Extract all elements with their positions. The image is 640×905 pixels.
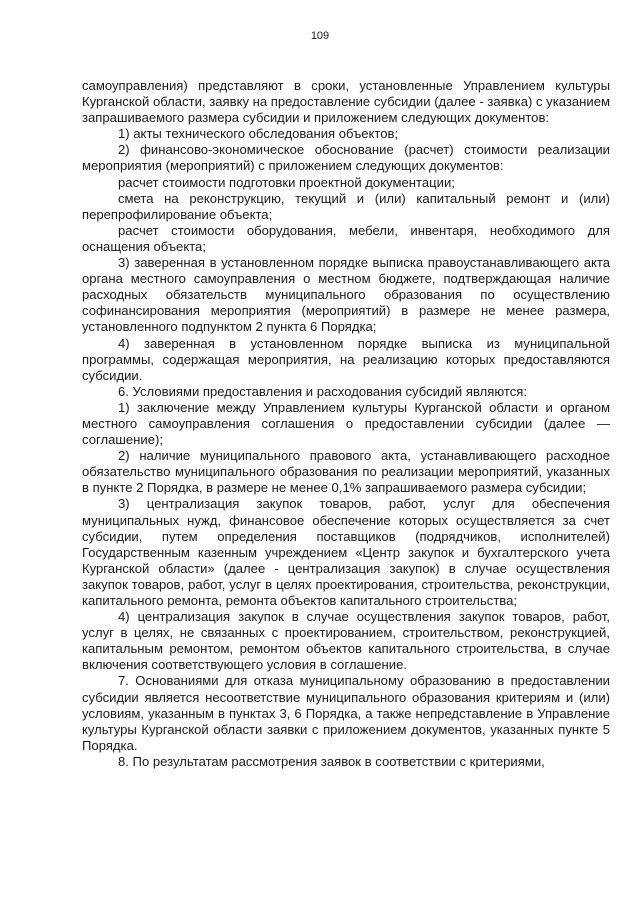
paragraph-clause-7-refusal: 7. Основаниями для отказа муниципальному образованию в предоставлении субсидии является несоответствие муниципального образования критериям и (или) условиям, указанным в пунктах 3, 6 Порядка, а также непредставление в Управление культуры Курганской области заявки с приложением документов, указанных пункте 5 Порядка. xyxy=(82,673,610,753)
paragraph-condition-4-centralization: 4) централизация закупок в случае осуществления закупок товаров, работ, услуг в целях, не связанных с проектированием, строительством, реконструкцией, капитальным ремонтом, ремонтом объектов капитального строительства, в случае включения соответствующего условия в соглашение. xyxy=(82,609,610,673)
paragraph-item-3-budget-extract: 3) заверенная в установленном порядке выписка правоустанавливающего акта органа местного самоуправления о местном бюджете, подтверждающая наличие расходных обязательств муниципального образования по осуществлению софинансирования мероприятия (мероприятий) в размере не менее размера, установленного подпунктом 2 пункта 6 Порядка; xyxy=(82,255,610,335)
paragraph-condition-2-legal-act: 2) наличие муниципального правового акта, устанавливающего расходное обязательство муниципального образования по реализации мероприятий, указанных в пункте 2 Порядка, в размере не менее 0,1% запрашиваемого размера субсидии; xyxy=(82,448,610,496)
paragraph-design-cost: расчет стоимости подготовки проектной документации; xyxy=(118,174,455,190)
document-body xyxy=(82,78,610,770)
paragraph-condition-1-agreement: 1) заключение между Управлением культуры Курганской области и органом местного самоуправления соглашения о предоставлении субсидии (далее — соглашение); xyxy=(82,399,610,448)
paragraph-item-1-inspection-acts: 1) акты технического обследования объектов; xyxy=(118,126,399,142)
paragraph-clause-8-results: 8. По результатам рассмотрения заявок в соответствии с критериями, xyxy=(118,753,545,769)
paragraph-clause-6-conditions: 6. Условиями предоставления и расходования субсидий являются: xyxy=(118,383,527,399)
paragraph-intro-continuation: самоуправления) представляют в сроки, установленные Управлением культуры Курганской области, заявку на предоставление субсидии (далее - заявка) с указанием запрашиваемого размера субсидии и приложением следующих документов: xyxy=(82,78,610,126)
paragraph-item-2-financial-justification: 2) финансово-экономическое обоснование (расчет) стоимости реализации мероприятия (мероприятий) с приложением следующих документов: xyxy=(82,142,610,174)
paragraph-estimate: смета на реконструкцию, текущий и (или) капитальный ремонт и (или) перепрофилирование объекта; xyxy=(82,190,610,222)
paragraph-item-4-program-extract: 4) заверенная в установленном порядке выписка из муниципальной программы, содержащая мероприятия, на реализацию которых предоставляются субсидии. xyxy=(82,335,610,383)
paragraph-equipment-cost: расчет стоимости оборудования, мебели, инвентаря, необходимого для оснащения объекта; xyxy=(82,222,610,254)
paragraph-condition-3-centralization: 3) централизация закупок товаров, работ, услуг для обеспечения муниципальных нужд, финансовое обеспечение которых осуществляется за счет субсидии, путем определения поставщиков (подрядчиков, исполнителей) Государственным казенным учреждением «Центр закупок и бухгалтерского учета Курганской области» (далее - централизация закупок) в случае осуществления закупок товаров, работ, услуг в целях проектирования, строительства, реконструкции, капитального ремонта, ремонта объектов капитального строительства; xyxy=(82,496,610,608)
page-number: 109 xyxy=(310,30,330,42)
